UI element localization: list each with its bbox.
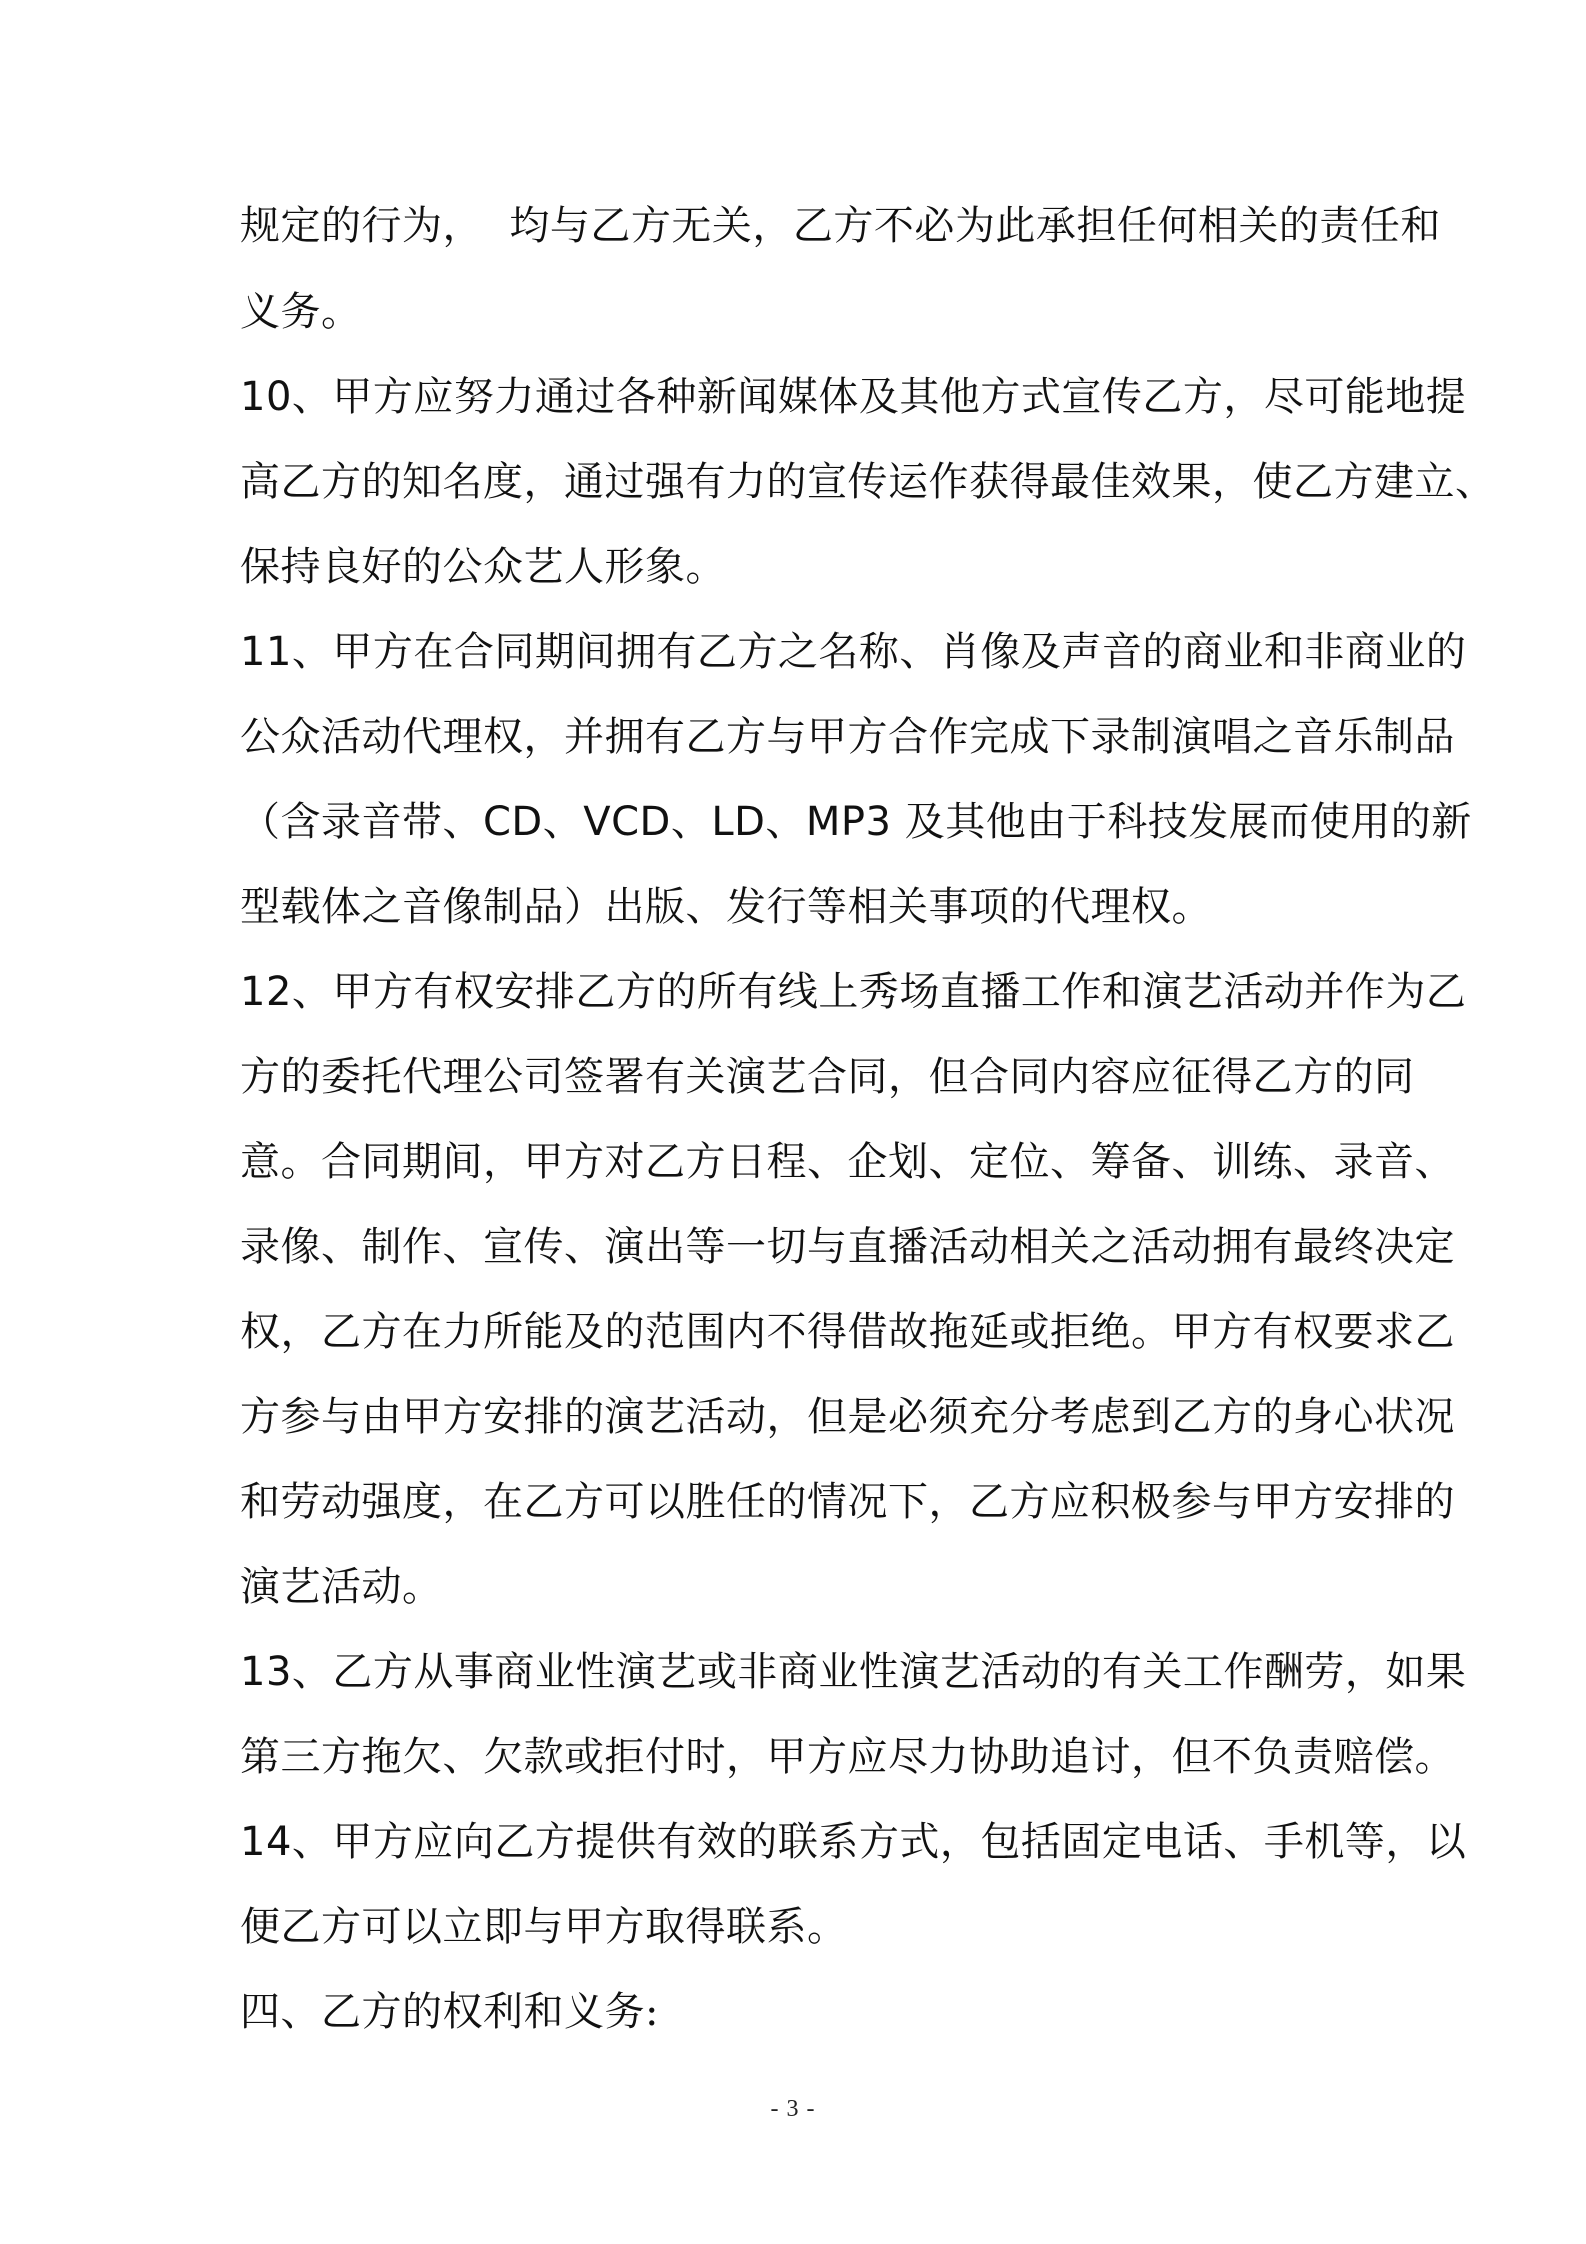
text-line: （含录音带、CD、VCD、LD、MP3 及其他由于科技发展而使用的新 bbox=[240, 799, 1472, 845]
text-line: 意。合同期间，甲方对乙方日程、企划、定位、筹备、训练、录音、 bbox=[240, 1139, 1455, 1185]
text-line: 方参与由甲方安排的演艺活动，但是必须充分考虑到乙方的身心状况 bbox=[240, 1394, 1455, 1440]
page-number: - 3 - bbox=[770, 2096, 816, 2122]
text-line: 义务。 bbox=[240, 289, 362, 335]
text-line: 演艺活动。 bbox=[240, 1564, 443, 1610]
text-line: 10、甲方应努力通过各种新闻媒体及其他方式宣传乙方，尽可能地提 bbox=[240, 374, 1467, 420]
text-line: 12、甲方有权安排乙方的所有线上秀场直播工作和演艺活动并作为乙 bbox=[240, 969, 1467, 1015]
text-line: 14、甲方应向乙方提供有效的联系方式，包括固定电话、手机等，以 bbox=[240, 1819, 1467, 1865]
text-line: 录像、制作、宣传、演出等一切与直播活动相关之活动拥有最终决定 bbox=[240, 1224, 1455, 1270]
text-line: 13、乙方从事商业性演艺或非商业性演艺活动的有关工作酬劳，如果 bbox=[240, 1649, 1467, 1695]
text-line: 规定的行为， 均与乙方无关，乙方不必为此承担任何相关的责任和 bbox=[240, 203, 1441, 249]
text-line: 和劳动强度，在乙方可以胜任的情况下，乙方应积极参与甲方安排的 bbox=[240, 1479, 1455, 1525]
text-line: 便乙方可以立即与甲方取得联系。 bbox=[240, 1904, 848, 1950]
text-line: 方的委托代理公司签署有关演艺合同，但合同内容应征得乙方的同 bbox=[240, 1054, 1415, 1100]
text-line: 保持良好的公众艺人形象。 bbox=[240, 544, 726, 590]
text-line: 权，乙方在力所能及的范围内不得借故拖延或拒绝。甲方有权要求乙 bbox=[240, 1309, 1455, 1355]
text-line: 高乙方的知名度，通过强有力的宣传运作获得最佳效果，使乙方建立、 bbox=[240, 459, 1496, 505]
section-heading: 四、乙方的权利和义务: bbox=[240, 1989, 659, 2035]
text-line: 第三方拖欠、欠款或拒付时，甲方应尽力协助追讨，但不负责赔偿。 bbox=[240, 1734, 1455, 1780]
text-line: 公众活动代理权，并拥有乙方与甲方合作完成下录制演唱之音乐制品 bbox=[240, 714, 1455, 760]
text-line: 型载体之音像制品）出版、发行等相关事项的代理权。 bbox=[240, 884, 1212, 930]
text-line: 11、甲方在合同期间拥有乙方之名称、肖像及声音的商业和非商业的 bbox=[240, 629, 1467, 675]
